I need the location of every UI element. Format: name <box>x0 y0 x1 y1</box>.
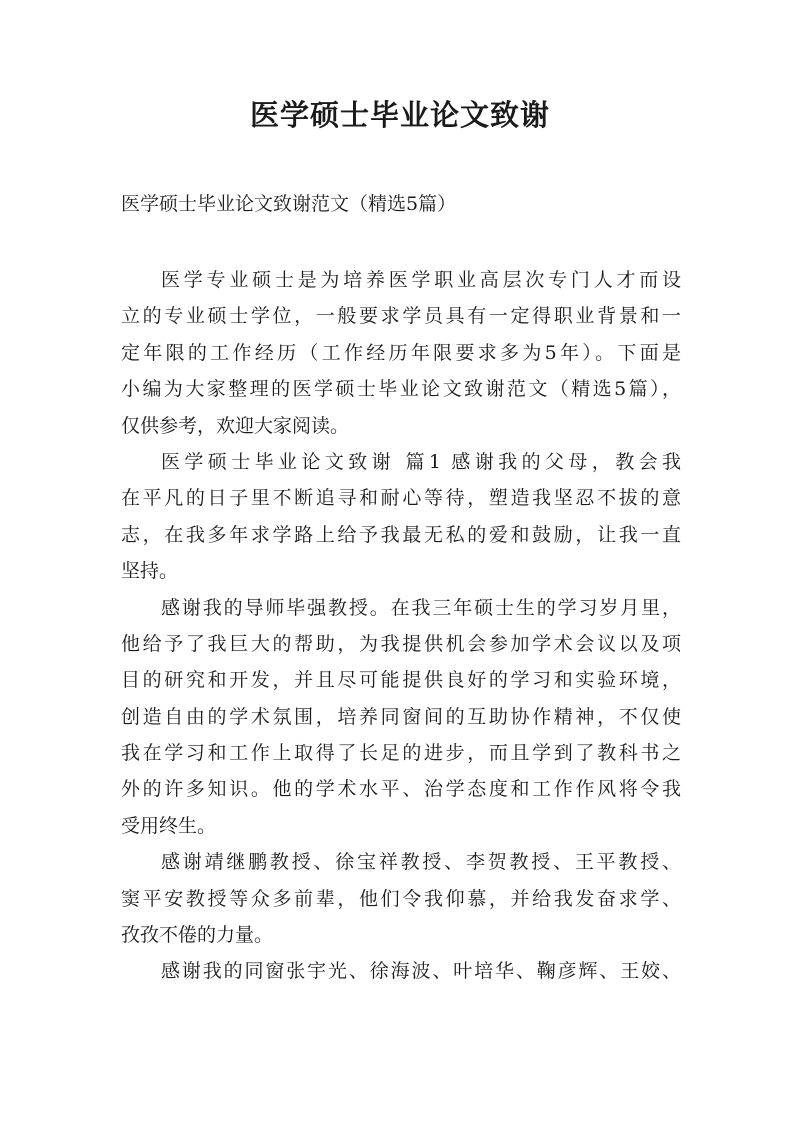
text-line: 外的许多知识。他的学术水平、治学态度和工作作风将令我 <box>121 778 681 801</box>
text-line: 受用终生。 <box>121 814 217 837</box>
text-line: 他给予了我巨大的帮助，为我提供机会参加学术会议以及项 <box>121 632 681 655</box>
paragraph-classmates <box>121 953 681 989</box>
paragraph-parents <box>121 444 681 590</box>
text-line: 感谢我的导师毕强教授。在我三年硕士生的学习岁月里， <box>161 596 681 619</box>
document-title: 医学硕士毕业论文致谢 <box>249 98 550 132</box>
text-line: 感谢我的同窗张宇光、徐海波、叶培华、鞠彦辉、王姣、 <box>161 960 681 983</box>
text-line: 仅供参考，欢迎大家阅读。 <box>121 414 350 437</box>
text-line: 坚持。 <box>121 560 179 583</box>
text-line: 定年限的工作经历（工作经历年限要求多为5年）。下面是 <box>121 341 681 364</box>
text-line: 小编为大家整理的医学硕士毕业论文致谢范文（精选5篇）， <box>121 378 681 401</box>
text-line: 窦平安教授等众多前辈，他们令我仰慕，并给我发奋求学、 <box>121 887 681 910</box>
text-line: 感谢靖继鹏教授、徐宝祥教授、李贺教授、王平教授、 <box>161 851 681 874</box>
text-line: 目的研究和开发，并且尽可能提供良好的学习和实验环境， <box>121 669 681 692</box>
text-line: 创造自由的学术氛围，培养同窗间的互助协作精神，不仅使 <box>121 705 681 728</box>
paragraph-intro <box>121 262 681 444</box>
text-line: 在平凡的日子里不断追寻和耐心等待，塑造我坚忍不拔的意 <box>121 487 681 510</box>
document-subtitle: 医学硕士毕业论文致谢范文（精选5篇） <box>121 193 457 215</box>
text-line: 志，在我多年求学路上给予我最无私的爱和鼓励，让我一直 <box>121 523 681 546</box>
paragraph-professors <box>121 844 681 953</box>
text-line: 我在学习和工作上取得了长足的进步，而且学到了教科书之 <box>121 742 681 765</box>
text-line: 医学专业硕士是为培养医学职业高层次专门人才而设 <box>161 269 681 291</box>
document-body <box>121 262 681 990</box>
text-line: 立的专业硕士学位，一般要求学员具有一定得职业背景和一 <box>121 305 681 328</box>
text-line: 医学硕士毕业论文致谢 篇1 感谢我的父母，教会我 <box>161 450 681 473</box>
text-line: 孜孜不倦的力量。 <box>121 924 274 947</box>
paragraph-advisor <box>121 590 681 845</box>
